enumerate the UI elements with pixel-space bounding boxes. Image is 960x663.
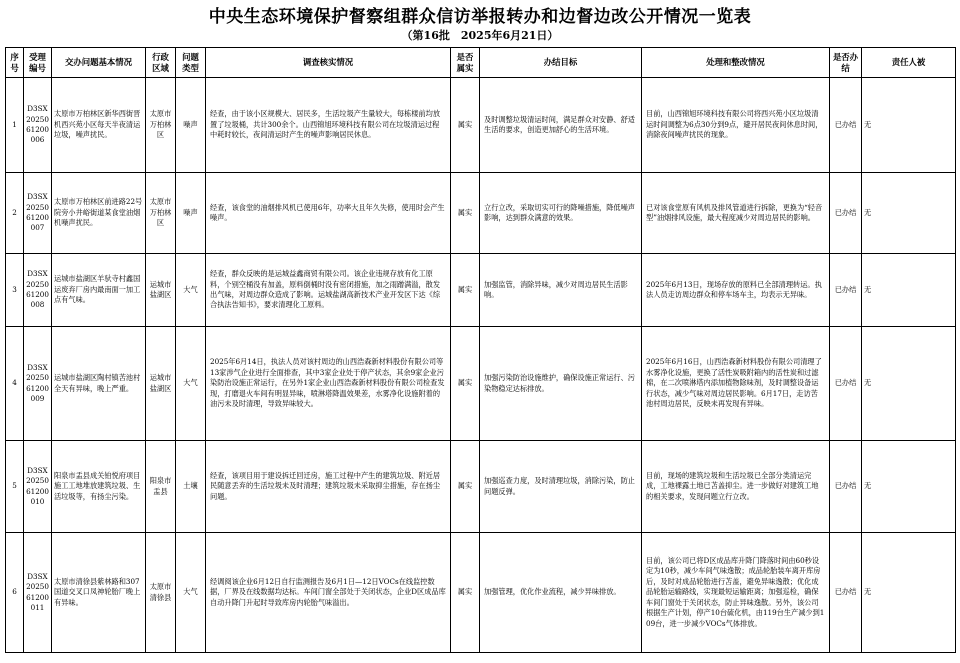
cell-goal: 加强污染防治设施维护，确保设施正常运行、污染物稳定达标排放。 xyxy=(480,327,642,441)
table-row xyxy=(6,173,956,254)
cell-done: 已办结 xyxy=(830,327,862,441)
cell-type: 噪声 xyxy=(176,78,206,173)
cell-type: 大气 xyxy=(176,533,206,653)
cell-verified: 属实 xyxy=(451,441,480,533)
cell-accountable: 无 xyxy=(862,533,956,653)
cell-accountable: 无 xyxy=(862,327,956,441)
cell-verified: 属实 xyxy=(451,173,480,254)
cell-issue: 运城市盐湖区陶村镇苦池村全天有异味，晚上严重。 xyxy=(52,327,146,441)
cell-done: 已办结 xyxy=(830,78,862,173)
cell-region: 太原市万柏林区 xyxy=(146,173,176,254)
cell-investigation: 2025年6月14日，执法人员对该村周边的山西浩森新材料股份有限公司等13家涉气企业进行全面排查，其中3家企业处于停产状态，其余9家企业污染防治设施正常运行，在另外1家企业山西浩森新材料股份有限公司检查发现，打磨退火车间有明显异味，喷淋塔降温效果差，水雾净化设施附着的油污未及时清理，导致异味较大。 xyxy=(206,327,451,441)
cell-done: 已办结 xyxy=(830,173,862,254)
cell-seq: 3 xyxy=(6,254,24,327)
cell-accountable: 无 xyxy=(862,78,956,173)
cell-seq: 2 xyxy=(6,173,24,254)
cell-seq: 4 xyxy=(6,327,24,441)
cell-handling: 目前，现场的建筑垃圾和生活垃圾已全部分类清运完成，工地裸露土地已苫盖抑尘。进一步做好对建筑工地的相关要求，发现问题立行立改。 xyxy=(642,441,830,533)
cell-type: 土壤 xyxy=(176,441,206,533)
header-region: 行政区域 xyxy=(146,48,176,78)
cell-investigation: 经查，由于该小区规模大、居民多，生活垃圾产生量较大，每栋楼前均放置了垃圾桶，共计300余个。山西锦旭环境科技有限公司在垃圾清运过程中耗时较长，夜间清运时产生的噪声影响居民休息。 xyxy=(206,78,451,173)
cell-accountable: 无 xyxy=(862,441,956,533)
cell-type: 大气 xyxy=(176,254,206,327)
cell-investigation: 经查，该食堂的油烟排风机已使用6年，功率大且年久失修，使用时会产生噪声。 xyxy=(206,173,451,254)
cell-region: 太原市万柏林区 xyxy=(146,78,176,173)
table-row xyxy=(6,78,956,173)
cell-handling: 2025年6月13日，现场存放的原料已全部清理转运。执法人员走访周边群众和停车场车主，均表示无异味。 xyxy=(642,254,830,327)
cell-goal: 立行立改，采取切实可行的降噪措施，降低噪声影响，达到群众满意的效果。 xyxy=(480,173,642,254)
cell-code: D3SX2025061200007 xyxy=(24,173,52,254)
header-issue: 交办问题基本情况 xyxy=(52,48,146,78)
report-table xyxy=(5,47,956,653)
header-code: 受理编号 xyxy=(24,48,52,78)
header-verified: 是否属实 xyxy=(451,48,480,78)
cell-handling: 目前，山西锦旭环境科技有限公司将西兴苑小区垃圾清运时间调整为6点30分到9点，避开居民夜间休息时间，消除夜间噪声扰民的现象。 xyxy=(642,78,830,173)
header-investigation: 调查核实情况 xyxy=(206,48,451,78)
header-seq: 序号 xyxy=(6,48,24,78)
cell-region: 太原市清徐县 xyxy=(146,533,176,653)
cell-issue: 太原市万柏林区新华西街晋机西兴苑小区每天半夜清运垃圾，噪声扰民。 xyxy=(52,78,146,173)
cell-handling: 目前，该公司已将D区成品库升降门降落时间由60秒设定为10秒，减少车间气味逸散；成品轮胎装车离开库房后，及时对成品轮胎进行苫盖，避免异味逸散；优化成品轮胎运输路线，实现最短运输距离；加强巡检，确保车间门窗处于关闭状态，防止异味逸散。另外，该公司根据生产计划，停产10台硫化机，由119台生产减少到109台，进一步减少VOCs气体排放。 xyxy=(642,533,830,653)
cell-investigation: 经查，群众反映的是运城益鑫商贸有限公司。该企业违规存放有化工原料，个别空桶没有加盖，原料倒桶时没有密闭措施，加之雨蹭满溢，散发出气味，对周边群众造成了影响。运城盐湖高新技术产业开发区下达《综合执法告知书》，要求清理化工原料。 xyxy=(206,254,451,327)
page-title: 中央生态环境保护督察组群众信访举报转办和边督边改公开情况一览表 xyxy=(208,7,752,27)
cell-code: D3SX2025061200009 xyxy=(24,327,52,441)
table-row xyxy=(6,533,956,653)
header-accountable: 责任人被 xyxy=(862,48,956,78)
cell-verified: 属实 xyxy=(451,254,480,327)
cell-seq: 5 xyxy=(6,441,24,533)
cell-type: 大气 xyxy=(176,327,206,441)
cell-accountable: 无 xyxy=(862,173,956,254)
cell-issue: 运城市盐湖区羊驮寺村鑫国运废弃厂房内最南面一加工点有气味。 xyxy=(52,254,146,327)
cell-goal: 加强监管，消除异味，减少对周边居民生活影响。 xyxy=(480,254,642,327)
cell-code: D3SX2025061200011 xyxy=(24,533,52,653)
cell-code: D3SX2025061200006 xyxy=(24,78,52,173)
cell-goal: 加强巡查力度，及时清理垃圾，消除污染，防止问题反弹。 xyxy=(480,441,642,533)
cell-issue: 太原市清徐县紫林路和307国道交叉口凤神轮胎厂晚上有异味。 xyxy=(52,533,146,653)
header-handling: 处理和整改情况 xyxy=(642,48,830,78)
page-subtitle: （第16批 2025年6月21日） xyxy=(401,29,559,42)
header-done: 是否办结 xyxy=(830,48,862,78)
cell-region: 运城市盐湖区 xyxy=(146,254,176,327)
cell-code: D3SX2025061200010 xyxy=(24,441,52,533)
table-row xyxy=(6,441,956,533)
cell-done: 已办结 xyxy=(830,441,862,533)
table-header-row xyxy=(6,48,956,78)
cell-issue: 阳泉市盂县成关铂悦府项目施工工地堆放建筑垃圾、生活垃圾等，有扬尘污染。 xyxy=(52,441,146,533)
cell-goal: 加强管理，优化作业流程，减少异味排放。 xyxy=(480,533,642,653)
cell-verified: 属实 xyxy=(451,533,480,653)
cell-region: 运城市盐湖区 xyxy=(146,327,176,441)
header-type: 问题类型 xyxy=(176,48,206,78)
cell-seq: 6 xyxy=(6,533,24,653)
cell-investigation: 经调阅该企业6月12日自行监测报告及6月1日—12日VOCs在线监控数据，厂界及在线数据均达标。车间门窗全部处于关闭状态，企业D区成品库自动升降门升起时导致库房内轮胎气味溢出。 xyxy=(206,533,451,653)
cell-verified: 属实 xyxy=(451,327,480,441)
cell-code: D3SX2025061200008 xyxy=(24,254,52,327)
cell-seq: 1 xyxy=(6,78,24,173)
cell-goal: 及时调整垃圾清运时间，满足群众对安静、舒适生活的要求，创造更加舒心的生活环境。 xyxy=(480,78,642,173)
cell-accountable: 无 xyxy=(862,254,956,327)
cell-done: 已办结 xyxy=(830,254,862,327)
cell-done: 已办结 xyxy=(830,533,862,653)
cell-verified: 属实 xyxy=(451,78,480,173)
table-row xyxy=(6,254,956,327)
cell-investigation: 经查，该项目用于建设拆迁回迁房，施工过程中产生的建筑垃圾、附近居民随意丢弃的生活垃圾未及时清理；建筑垃圾未采取抑尘措施，存在扬尘问题。 xyxy=(206,441,451,533)
header-goal: 办结目标 xyxy=(480,48,642,78)
cell-handling: 已对该食堂原有风机及排风管道进行拆除，更换为“轻音型”油烟排风设施，最大程度减少对周边居民的影响。 xyxy=(642,173,830,254)
cell-type: 噪声 xyxy=(176,173,206,254)
table-row xyxy=(6,327,956,441)
cell-handling: 2025年6月16日，山西浩森新材料股份有限公司清理了水雾净化设施，更换了活性炭吸附箱内的活性炭和过滤棉，在二次喷淋塔内添加植物除味剂，及时调整设备运行状态，减少气味对周边居民影响。6月17日，走访苦池村周边居民，反映未再发现有异味。 xyxy=(642,327,830,441)
cell-region: 阳泉市盂县 xyxy=(146,441,176,533)
cell-issue: 太原市万柏林区前进路22号院旁小井峪街道某食堂油烟机噪声扰民。 xyxy=(52,173,146,254)
